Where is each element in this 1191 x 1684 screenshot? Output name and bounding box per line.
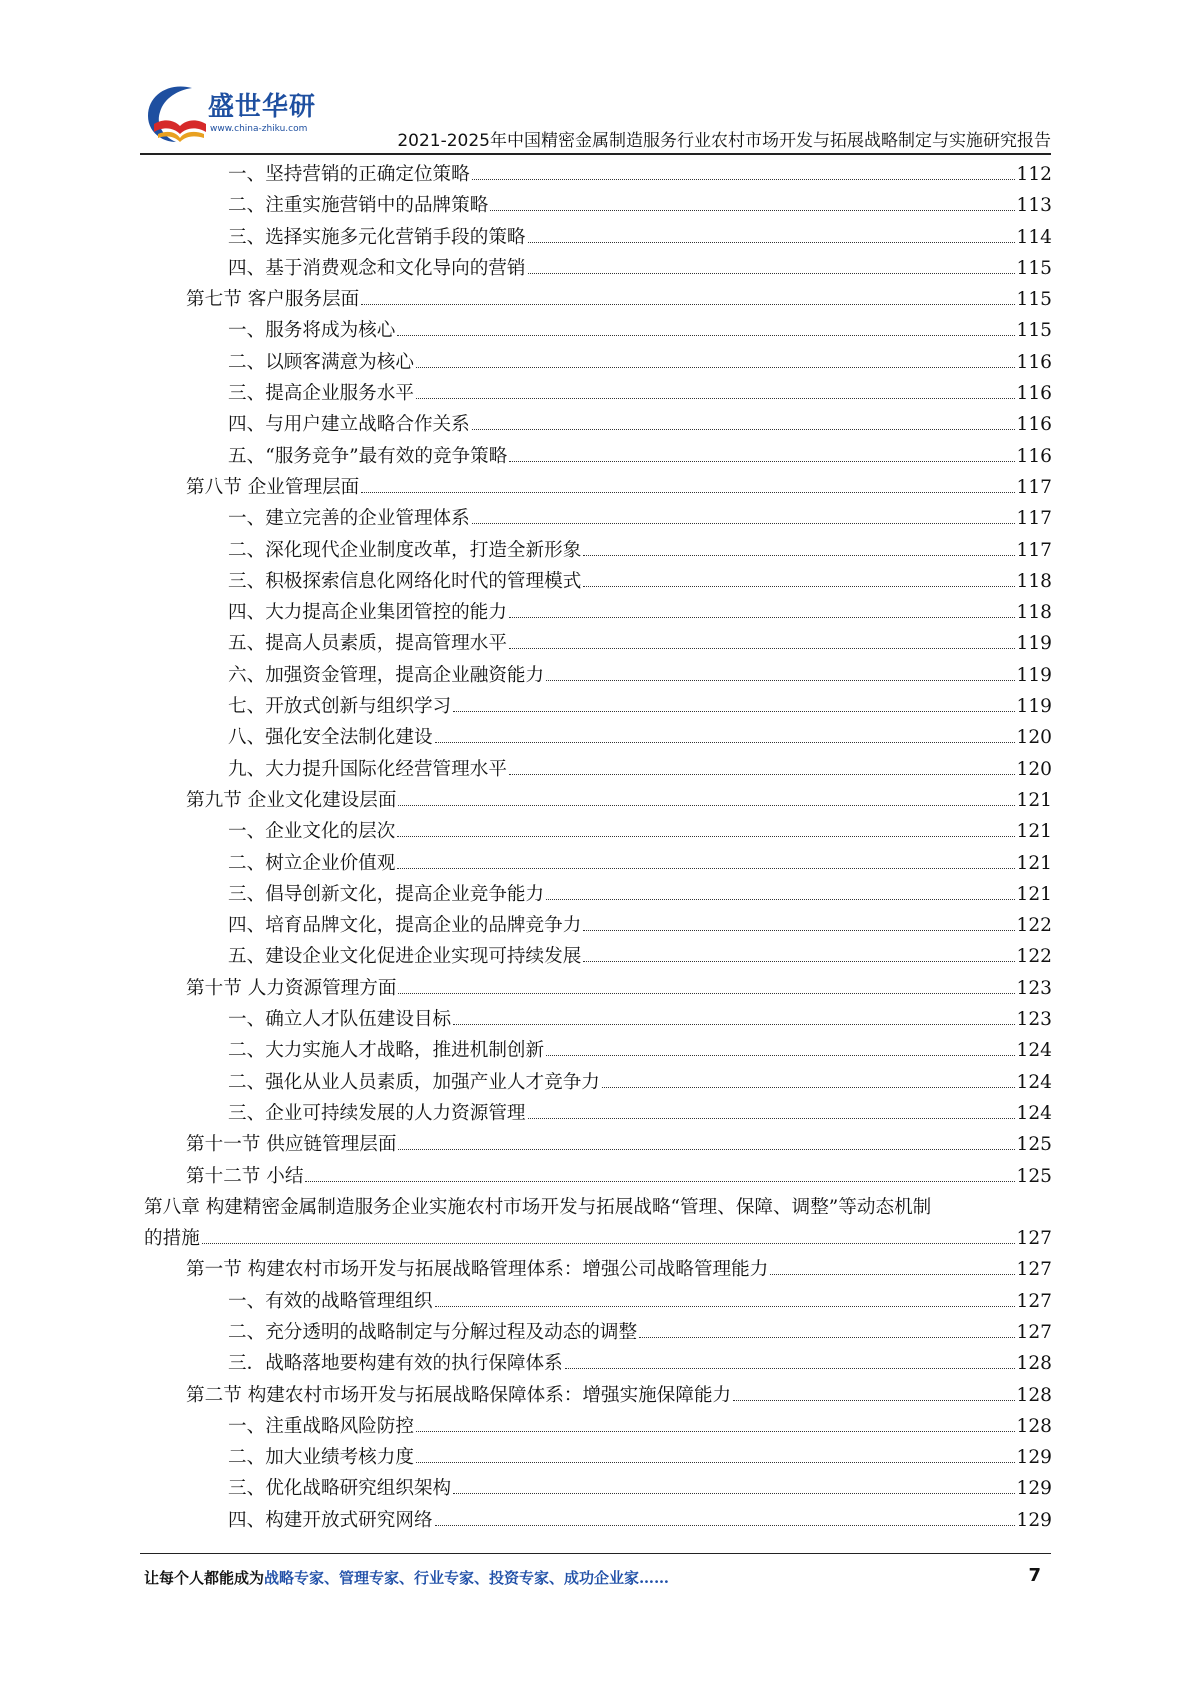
toc-dot-leader	[583, 555, 1014, 556]
toc-dot-leader	[397, 836, 1014, 837]
toc-dot-leader	[583, 586, 1014, 587]
toc-entry-page: 115	[1016, 289, 1052, 311]
toc-entry[interactable]	[144, 1254, 1052, 1285]
toc-entry[interactable]	[144, 190, 1052, 221]
toc-entry[interactable]	[144, 1380, 1052, 1411]
toc-entry-title: 二、树立企业价值观	[228, 852, 396, 874]
toc-dot-leader	[565, 1368, 1015, 1369]
toc-entry-title: 二、强化从业人员素质，加强产业人才竞争力	[228, 1071, 600, 1093]
toc-entry-page: 120	[1016, 758, 1052, 780]
toc-dot-leader	[453, 711, 1014, 712]
toc-entry-page: 128	[1016, 1384, 1052, 1406]
company-logo	[140, 80, 320, 150]
toc-entry-title: 一、建立完善的企业管理体系	[228, 508, 470, 530]
toc-entry-title: 第一节 构建农村市场开发与拓展战略管理体系：增强公司战略管理能力	[186, 1259, 769, 1281]
footer-slogan-highlight: 战略专家、管理专家、行业专家、投资专家、成功企业家……	[264, 1569, 670, 1587]
toc-entry[interactable]	[144, 503, 1052, 534]
toc-dot-leader	[528, 1118, 1015, 1119]
toc-entry-page: 115	[1016, 257, 1052, 279]
toc-entry[interactable]	[144, 1161, 1052, 1192]
toc-dot-leader	[770, 1274, 1014, 1275]
toc-entry-title: 三、积极探索信息化网络化时代的管理模式	[228, 570, 582, 592]
toc-entry[interactable]	[144, 472, 1052, 503]
toc-entry-page: 118	[1016, 602, 1052, 624]
toc-dot-leader	[398, 1149, 1014, 1150]
toc-entry-title: 四、构建开放式研究网络	[228, 1509, 433, 1531]
toc-dot-leader	[546, 1055, 1014, 1056]
toc-entry-page: 129	[1016, 1478, 1052, 1500]
toc-dot-leader	[435, 1525, 1015, 1526]
toc-entry[interactable]	[144, 1067, 1052, 1098]
toc-entry-title: 二、加大业绩考核力度	[228, 1447, 414, 1469]
toc-entry-page: 121	[1016, 821, 1052, 843]
toc-entry[interactable]	[144, 566, 1052, 597]
toc-entry[interactable]	[144, 910, 1052, 941]
footer-slogan-prefix: 让每个人都能成为	[144, 1569, 265, 1587]
toc-dot-leader	[546, 680, 1014, 681]
toc-entry[interactable]	[144, 315, 1052, 346]
logo-url: www.china-zhiku.com	[210, 124, 308, 134]
toc-entry-title: 四、基于消费观念和文化导向的营销	[228, 257, 526, 279]
toc-entry[interactable]	[144, 222, 1052, 253]
toc-dot-leader	[416, 1431, 1015, 1432]
toc-entry-title: 第十节 人力资源管理方面	[186, 977, 397, 999]
toc-entry-title: 一、企业文化的层次	[228, 821, 396, 843]
toc-dot-leader	[509, 774, 1015, 775]
toc-entry-page: 121	[1016, 883, 1052, 905]
header-divider	[140, 153, 1051, 155]
page-number: 7	[1028, 1565, 1041, 1586]
toc-entry[interactable]	[144, 1098, 1052, 1129]
toc-entry-title: 二、以顾客满意为核心	[228, 351, 414, 373]
toc-entry-title: 第七节 客户服务层面	[186, 289, 360, 311]
toc-entry-page: 117	[1016, 476, 1052, 498]
toc-entry[interactable]	[144, 535, 1052, 566]
toc-entry-page: 121	[1016, 852, 1052, 874]
table-of-contents	[144, 159, 1052, 1536]
toc-entry-title: 的措施	[144, 1228, 200, 1250]
toc-dot-leader	[453, 1493, 1014, 1494]
toc-entry-title: 第二节 构建农村市场开发与拓展战略保障体系：增强实施保障能力	[186, 1384, 732, 1406]
toc-dot-leader	[583, 961, 1014, 962]
toc-entry[interactable]	[144, 1442, 1052, 1473]
toc-entry[interactable]	[144, 409, 1052, 440]
toc-entry-page: 114	[1016, 226, 1052, 248]
toc-entry-title: 六、加强资金管理，提高企业融资能力	[228, 664, 545, 686]
toc-dot-leader	[398, 805, 1014, 806]
toc-entry-title: 四、培育品牌文化，提高企业的品牌竞争力	[228, 915, 582, 937]
toc-dot-leader	[416, 398, 1015, 399]
toc-entry[interactable]	[144, 1223, 1052, 1254]
toc-entry-title: 二、注重实施营销中的品牌策略	[228, 195, 489, 217]
toc-entry-page: 125	[1016, 1134, 1052, 1156]
toc-entry-page: 127	[1016, 1290, 1052, 1312]
toc-entry-title: 一、注重战略风险防控	[228, 1415, 414, 1437]
toc-entry-title: 九、大力提升国际化经营管理水平	[228, 758, 507, 780]
toc-dot-leader	[398, 993, 1014, 994]
toc-dot-leader	[416, 367, 1015, 368]
toc-entry[interactable]	[144, 597, 1052, 628]
toc-entry-title: 第十二节 小结	[186, 1165, 304, 1187]
toc-dot-leader	[435, 742, 1015, 743]
page-header	[0, 0, 1191, 160]
toc-entry[interactable]	[144, 785, 1052, 816]
toc-dot-leader	[453, 1024, 1014, 1025]
toc-dot-leader	[528, 242, 1015, 243]
toc-entry[interactable]	[144, 816, 1052, 847]
toc-entry-title: 二、大力实施人才战略，推进机制创新	[228, 1040, 545, 1062]
toc-dot-leader	[509, 461, 1014, 462]
toc-entry-title: 四、大力提高企业集团管控的能力	[228, 602, 507, 624]
toc-entry-title: 第八节 企业管理层面	[186, 476, 360, 498]
toc-dot-leader	[546, 899, 1014, 900]
toc-entry-page: 129	[1016, 1447, 1052, 1469]
toc-entry-page: 124	[1016, 1071, 1052, 1093]
toc-dot-leader	[583, 930, 1014, 931]
toc-entry-title: 五、建设企业文化促进企业实现可持续发展	[228, 946, 582, 968]
toc-entry-page: 129	[1016, 1509, 1052, 1531]
toc-entry-page: 127	[1016, 1259, 1052, 1281]
toc-entry[interactable]	[144, 973, 1052, 1004]
toc-entry[interactable]	[144, 1129, 1052, 1160]
toc-entry[interactable]	[144, 284, 1052, 315]
toc-dot-leader	[305, 1181, 1014, 1182]
toc-entry-title: 一、确立人才队伍建设目标	[228, 1009, 452, 1031]
toc-dot-leader	[472, 523, 1015, 524]
toc-entry[interactable]	[144, 941, 1052, 972]
toc-entry[interactable]	[144, 1004, 1052, 1035]
toc-entry-page: 125	[1016, 1165, 1052, 1187]
toc-dot-leader	[416, 1462, 1015, 1463]
footer-divider	[140, 1553, 1051, 1554]
toc-entry-title: 第十一节 供应链管理层面	[186, 1134, 397, 1156]
toc-entry[interactable]	[144, 1505, 1052, 1536]
toc-entry-page: 116	[1016, 445, 1052, 467]
toc-entry-page: 116	[1016, 351, 1052, 373]
toc-entry-page: 127	[1016, 1321, 1052, 1343]
toc-entry-title: 四、与用户建立战略合作关系	[228, 414, 470, 436]
toc-entry-page: 122	[1016, 946, 1052, 968]
toc-entry-title: 二、深化现代企业制度改革，打造全新形象	[228, 539, 582, 561]
toc-entry-page: 117	[1016, 539, 1052, 561]
toc-entry-title: 三、提高企业服务水平	[228, 383, 414, 405]
toc-entry-title: 一、服务将成为核心	[228, 320, 396, 342]
toc-entry-page: 119	[1016, 633, 1052, 655]
toc-entry-title: 第九节 企业文化建设层面	[186, 789, 397, 811]
toc-entry[interactable]	[144, 691, 1052, 722]
toc-entry-page: 115	[1016, 320, 1052, 342]
toc-entry[interactable]	[144, 347, 1052, 378]
toc-entry-page: 123	[1016, 1009, 1052, 1031]
toc-entry[interactable]	[144, 1348, 1052, 1379]
toc-dot-leader	[397, 335, 1014, 336]
toc-entry[interactable]	[144, 754, 1052, 785]
toc-dot-leader	[361, 304, 1014, 305]
toc-entry[interactable]	[144, 441, 1052, 472]
toc-entry-page: 122	[1016, 915, 1052, 937]
toc-entry[interactable]	[144, 1035, 1052, 1066]
toc-entry-title: 一、坚持营销的正确定位策略	[228, 164, 470, 185]
toc-entry-page: 127	[1016, 1228, 1052, 1250]
toc-dot-leader	[472, 429, 1015, 430]
toc-dot-leader	[602, 1087, 1015, 1088]
toc-entry-page: 124	[1016, 1102, 1052, 1124]
toc-dot-leader	[490, 210, 1014, 211]
toc-entry-title: 七、开放式创新与组织学习	[228, 696, 452, 718]
toc-entry-title: 三．战略落地要构建有效的执行保障体系	[228, 1353, 563, 1375]
toc-entry[interactable]	[144, 1411, 1052, 1442]
toc-entry-page: 119	[1016, 696, 1052, 718]
toc-entry[interactable]	[144, 378, 1052, 409]
toc-entry-title: 八、强化安全法制化建设	[228, 727, 433, 749]
toc-entry-page: 118	[1016, 570, 1052, 592]
toc-entry-page: 117	[1016, 508, 1052, 530]
toc-entry-page: 116	[1016, 383, 1052, 405]
toc-entry-page: 119	[1016, 664, 1052, 686]
toc-entry-page: 121	[1016, 789, 1052, 811]
toc-entry-page: 128	[1016, 1353, 1052, 1375]
footer-slogan	[144, 1567, 669, 1588]
toc-dot-leader	[202, 1243, 1015, 1244]
toc-entry[interactable]	[144, 253, 1052, 284]
logo-emblem-icon	[140, 80, 210, 150]
toc-entry-title: 三、优化战略研究组织架构	[228, 1478, 452, 1500]
toc-entry-page: 116	[1016, 414, 1052, 436]
toc-entry-title: 二、充分透明的战略制定与分解过程及动态的调整	[228, 1321, 638, 1343]
toc-entry[interactable]	[144, 879, 1052, 910]
toc-chapter-title-line: 第八章 构建精密金属制造服务企业实施农村市场开发与拓展战略“管理、保障、调整”等动态机制	[144, 1196, 932, 1218]
logo-name: 盛世华研	[208, 92, 317, 122]
toc-entry[interactable]	[144, 1317, 1052, 1348]
toc-entry[interactable]	[144, 159, 1052, 190]
toc-dot-leader	[733, 1400, 1014, 1401]
toc-entry[interactable]	[144, 660, 1052, 691]
toc-entry[interactable]	[144, 722, 1052, 753]
report-title: 2021-2025年中国精密金属制造服务行业农村市场开发与拓展战略制定与实施研究报告	[397, 131, 1051, 151]
toc-entry-title: 五、提高人员素质，提高管理水平	[228, 633, 507, 655]
toc-dot-leader	[397, 868, 1014, 869]
toc-entry-title: 五、“服务竞争”最有效的竞争策略	[228, 445, 508, 467]
toc-entry-page: 112	[1016, 164, 1052, 185]
toc-dot-leader	[472, 179, 1015, 180]
toc-entry-page: 123	[1016, 977, 1052, 999]
toc-entry-page: 124	[1016, 1040, 1052, 1062]
toc-entry-page: 128	[1016, 1415, 1052, 1437]
toc-entry[interactable]	[144, 1473, 1052, 1504]
toc-dot-leader	[528, 273, 1015, 274]
toc-entry-title: 一、有效的战略管理组织	[228, 1290, 433, 1312]
toc-entry[interactable]	[144, 848, 1052, 879]
toc-entry-title: 三、倡导创新文化，提高企业竞争能力	[228, 883, 545, 905]
toc-entry[interactable]	[144, 628, 1052, 659]
toc-entry-page: 120	[1016, 727, 1052, 749]
toc-dot-leader	[509, 617, 1015, 618]
toc-dot-leader	[639, 1337, 1014, 1338]
toc-dot-leader	[435, 1306, 1015, 1307]
toc-entry[interactable]	[144, 1286, 1052, 1317]
toc-entry-title: 三、企业可持续发展的人力资源管理	[228, 1102, 526, 1124]
toc-dot-leader	[509, 648, 1015, 649]
toc-entry-page: 113	[1016, 195, 1052, 217]
toc-dot-leader	[361, 492, 1014, 493]
toc-entry-title: 三、选择实施多元化营销手段的策略	[228, 226, 526, 248]
